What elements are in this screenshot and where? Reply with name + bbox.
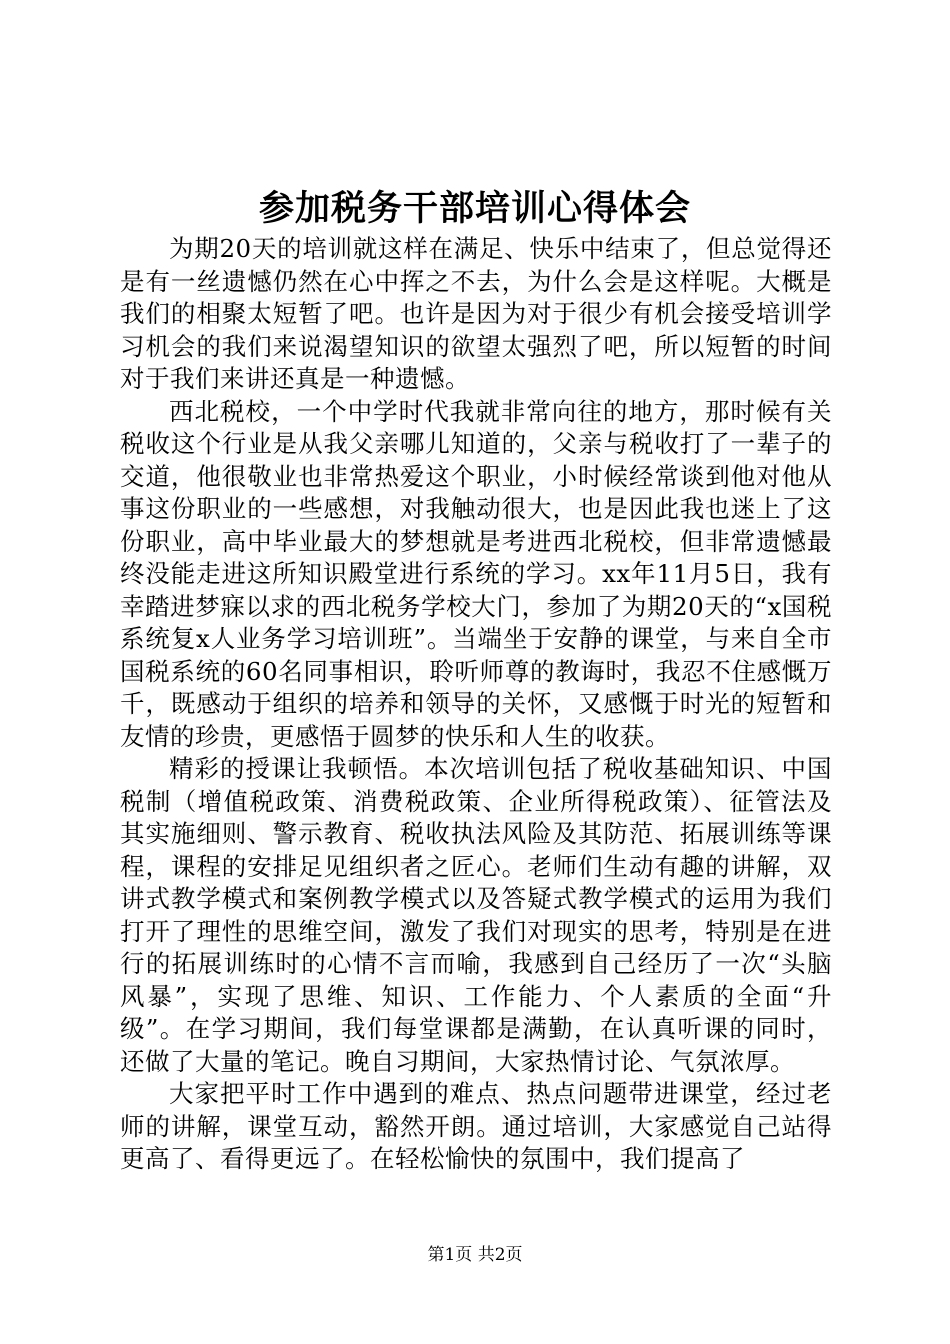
paragraph-1: 为期20天的培训就这样在满足、快乐中结束了，但总觉得还是有一丝遗憾仍然在心中挥之不去，为什么会是这样呢。大概是我们的相聚太短暂了吧。也许是因为对于很少有机会接受培训学习机会的我们来说渴望知识的欲望太强烈了吧，所以短暂的时间对于我们来讲还真是一种遗憾。 xyxy=(120,234,832,393)
paragraph-4: 大家把平时工作中遇到的难点、热点问题带进课堂，经过老师的讲解，课堂互动，豁然开朗。通过培训，大家感觉自己站得更高了、看得更远了。在轻松愉快的氛围中，我们提高了 xyxy=(120,1079,832,1173)
document-body xyxy=(120,233,832,1176)
document-title: 参加税务干部培训心得体会 xyxy=(258,188,691,229)
paragraph-3: 精彩的授课让我顿悟。本次培训包括了税收基础知识、中国税制（增值税政策、消费税政策、企业所得税政策）、征管法及其实施细则、警示教育、税收执法风险及其防范、拓展训练等课程，课程的安排足见组织者之匠心。老师们生动有趣的讲解，双讲式教学模式和案例教学模式以及答疑式教学模式的运用为我们打开了理性的思维空间，激发了我们对现实的思考，特别是在进行的拓展训练时的心情不言而喻，我感到自己经历了一次“头脑风暴”，实现了思维、知识、工作能力、个人素质的全面“升级”。在学习期间，我们每堂课都是满勤，在认真听课的同时，还做了大量的笔记。晚自习期间，大家热情讨论、气氛浓厚。 xyxy=(120,754,832,1076)
page-number-footer: 第1页 共2页 xyxy=(427,1245,523,1265)
paragraph-2: 西北税校，一个中学时代我就非常向往的地方，那时候有关税收这个行业是从我父亲哪儿知道的，父亲与税收打了一辈子的交道，他很敬业也非常热爱这个职业，小时候经常谈到他对他从事这份职业的一些感想，对我触动很大，也是因此我也迷上了这份职业，高中毕业最大的梦想就是考进西北税校，但非常遗憾最终没能走进这所知识殿堂进行系统的学习。xx年11月5日，我有幸踏进梦寐以求的西北税务学校大门，参加了为期20天的“x国税系统复x人业务学习培训班”。当端坐于安静的课堂，与来自全市国税系统的60名同事相识，聆听师尊的教诲时，我忍不住感慨万千，既感动于组织的培养和领导的关怀，又感慨于时光的短暂和友情的珍贵，更感悟于圆梦的快乐和人生的收获。 xyxy=(120,396,832,751)
